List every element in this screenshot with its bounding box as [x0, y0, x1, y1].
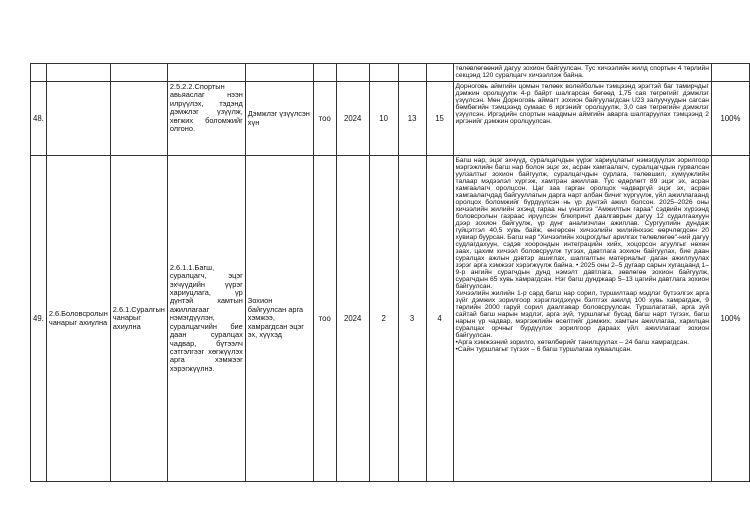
unit-cell: тоо [313, 156, 336, 482]
target-cell: 13 [398, 82, 426, 156]
report-paragraph: Дорноговь аймгийн цомын төлөөх волейболын тэмцээнд эрэгтэй баг тамирчдыг дэмжин оролцуулж 4-р байрт шалгарсан бөгөөд 1,75 сая төгрөгийг дэмжлэг үзүүлсэн. Мөн Дорноговь аймагт зохион байгуулагдсан U23 залуучуудын сагсан бөмбөгийн тэмцээнд сумаас 6 иргэнийг оролцуулж, 3,0 сая төгрөгийн дэмжлэг үзүүлсэн. Иргэдийн спортын наадмын аймгийн аварга шалгаруулах тэмцээнд 2 иргэнийг дэмжин оролцуулсан. [455, 83, 709, 125]
measure-cell: Зохион байгуулсан арга хэмжээ, хамрагдсан эцэг эх, хүүхэд [245, 156, 313, 482]
goal-cell: 2.6.Боловсролын чанарыг ахиулна [46, 156, 110, 482]
baseline-cell [369, 64, 398, 82]
table-row [31, 156, 750, 482]
row-number [31, 64, 47, 82]
year-cell: 2024 [336, 156, 369, 482]
target-cell [398, 64, 426, 82]
measure-cell [245, 64, 313, 82]
measure-cell: Дэмжлэг үзүүлсэн хүн [245, 82, 313, 156]
objective-cell [110, 64, 167, 82]
actual-cell: 4 [426, 156, 453, 482]
report-paragraph: Багш нар, эцэг эхчүүд, суралцагчдын үүрэг хариуцлагыг нэмэгдүүлэх зорилгоор мэргэжлийн багш нар болон эцэг эх, асран хамгаалагч, суралцагчдын гурвалсан уулзалтыг зохион байгуулж, суралцагчдын сурлага, төлөвшил, хүмүүжлийн талаар мэдээлэл хүргэж, хамтран ажиллав. Тус өдөрлөгт 89 эцэг эх, асран хамгаалагч оролцсон. Цаг заа гарган оролцох чадваргүй эцэг эх, асран хамгаалагчдад байгууллагын дарга нарт албан бичиг хүргүүлж, үйл ажиллагаанд оролцох боломжийг бүрдүүлсэн нь үр дүнтэй ажил болсон. 2025–2026 оны хичээлийн жилийн эхэнд гараа ны үнэлгээ "Амжилтын гараа" сэдвийн хүрээнд боловсролын газраас ирүүлсэн блюпринт даалгаврын дагуу 12 судалгаахуун дээр зохион байгуулж, үр дүнг анализчлан ажиллав. Сургуулийн дундаж гүйцэтгэл 40,5 хувь байж, өнгөрсөн хичээлийн жилийнхээс өөрчлөгдсөн 20 хувиар буурсан. Багш нар "Хичээлийн хоцрогдлыг арилгах төлөвлөгөө"-ний дагуу судлагдахуун, сэдэв хоорондын интеграцийн хийх, хоцорсон агуулгыг нөхөн заах, цахим хичээл боловсруулж тугээх, давтлага зохион байгуулах, бие даан суралцах ажлын дэвтэр ашиглах, шалгалтын материалыг даган ажиллуулах зэрэг арга хэмжээг хэрэгжүүлж байна. • 2025 оны 2–5 дугаар сарын хугацаанд 1–9-р ангийн сурагчдын дунд нэмэлт давтлага, зөвлөгөө зохион байгуулж, сурагчдын 65 хувь хамрагдсан. Нэг багш дунджаар 5–13 цагийн давтлага зохион байгуулсан. [455, 157, 709, 290]
goal-cell [46, 82, 110, 156]
plan-report-table [30, 63, 750, 482]
percent-cell: 100% [711, 82, 749, 156]
objective-cell [110, 82, 167, 156]
report-bullet: •Арга хэмжээний зорилго, хөтөлбөрийг танилцуулах – 24 багш хамрагдсан. [455, 339, 690, 346]
report-cell [453, 82, 711, 156]
indicator-cell: 2.6.1.1.Багш, суралцагч, эцэг эхчүүдийн үүрэг хариуцлага, үр дүнтэй хамтын ажиллагааг нэмэгдүүлэн, суралцагчийн бие даан суралцах чадвар, бүтээлч сэтгэлгээг хөгжүүлэх арга хэмжээг хэрэгжүүлнэ. [167, 156, 245, 482]
report-paragraph: Хичээлийн жилийн 1-р сард багш нар сорил, туршилтаар мэдлэг бүтээлгэх арга зүйг дэмжих зорилгоор хэрэглэгдэхүүн бэлтгэх ажилд 100 хувь хамрагдаж, 9 төрлийн 2000 гаруй сорил даалгавар боловсруулсан. Туршлагатай, арга зүй сайтай багш нарын мэдлэг, арга зүй, туршлагыг бусад багш нарт түгээх, багш нарын үр чадвар, мэргэжлийн өсөлтийг дэмжих, хамтын ажиллагаа, харилцан суралцах орчныг бүрдүүлэх зорилгоор дараах үйл ажиллагааг зохион байгуулсан. [455, 290, 709, 339]
goal-cell [46, 64, 110, 82]
baseline-cell: 10 [369, 82, 398, 156]
indicator-cell [167, 64, 245, 82]
report-cell [453, 64, 711, 82]
report-bullet: •Сайн туршлагыг түгээх – 6 багш туршлагаа хуваалцсан. [455, 346, 633, 353]
actual-cell: 15 [426, 82, 453, 156]
percent-cell: 100% [711, 156, 749, 482]
year-cell [336, 64, 369, 82]
target-cell: 3 [398, 156, 426, 482]
percent-cell [711, 64, 749, 82]
row-number: 49. [31, 156, 47, 482]
row-number: 48. [31, 82, 47, 156]
table-row [31, 64, 750, 82]
unit-cell [313, 64, 336, 82]
table-row [31, 82, 750, 156]
report-cell [453, 156, 711, 482]
unit-cell: тоо [313, 82, 336, 156]
actual-cell [426, 64, 453, 82]
report-paragraph: төлөвлөгөөний дагуу зохион байгуулсан. Тус хичээлийн жилд спортын 4 төрлийн секцэнд 120 суралцагч хичээллэж байна. [455, 65, 709, 79]
objective-cell: 2.6.1.Суралгын чанарыг ахиулна [110, 156, 167, 482]
year-cell: 2024 [336, 82, 369, 156]
baseline-cell: 2 [369, 156, 398, 482]
indicator-cell: 2.5.2.2.Спортын авьяаслаг нээн илрүүлэх, тэдэнд дэмжлэг үзүүлж, хөгжих боломжийг олгоно. [167, 82, 245, 156]
